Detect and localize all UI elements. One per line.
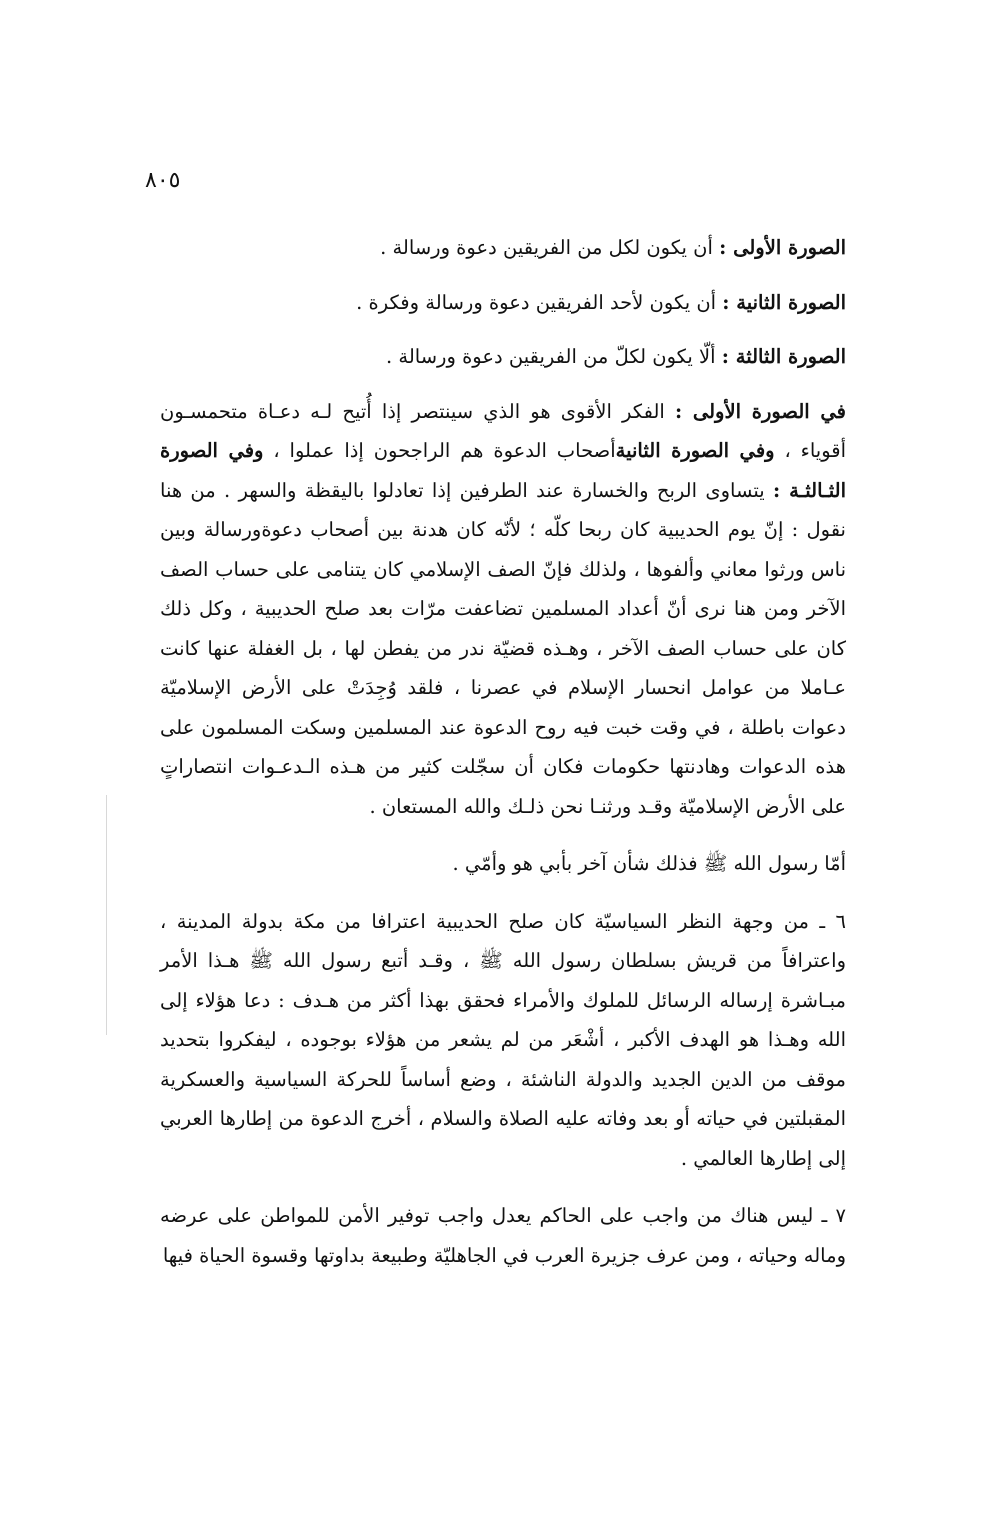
para1-text-1: الفكر الأقوى هو الذي سينتصر إذا أُتيح لـه دعـاة متحمسـون أقوياء ،	[160, 399, 847, 462]
case-text-1: أن يكون لكل من الفريقين دعوة ورسالة .	[380, 236, 720, 259]
case-line-3	[160, 337, 846, 377]
case-line-1	[160, 228, 846, 268]
paragraph-cases-analysis	[160, 392, 846, 827]
case-text-3: ألّا يكون لكلّ من الفريقين دعوة ورسالة .	[385, 345, 722, 368]
case-line-2	[160, 283, 846, 323]
page-content	[160, 228, 846, 1293]
case-text-2: أن يكون لأحد الفريقين دعوة ورسالة وفكرة .	[356, 290, 723, 314]
para1-lead-3: وفي الصورة الثـالثـة :	[160, 439, 846, 502]
case-label-3: الصورة الثالثة :	[721, 345, 846, 368]
scan-margin-mark	[106, 795, 107, 1035]
paragraph-point-6: ٦ ـ من وجهة النظر السياسيّة كان صلح الحديبية اعترافا من مكة بدولة المدينة ، واعترافاً من قريش بسلطان رسول الله ﷺ ، وقـد أتبع رسول الله ﷺ هـذا الأمر مبـاشرة إرساله الرسائل للملوك والأمراء فحقق بهذا أكثر من هـدف : دعا هؤلاء إلى الله وهـذا هو الهدف الأكبر ، أشْعَر من لم يشعر من هؤلاء بوجوده ، ليفكروا بتحديد موقف من الدين الجديد والدولة الناشئة ، وضع أساساً للحركة السياسية والعسكرية المقبلتين في حياته أو بعد وفاته عليه الصلاة والسلام ، أخرج الدعوة من إطارها العربي إلى إطارها العالمي .	[160, 909, 846, 1170]
para1-lead-2: وفي الصورة الثانية	[615, 439, 775, 462]
para1-lead-1: في الصورة الأولى :	[674, 399, 846, 423]
page-number: ٨٠٥	[145, 168, 181, 193]
para1-text-2: أصحاب الدعوة هم الراجحون إذا عملوا ،	[263, 439, 616, 462]
paragraph-prophet-note: أمّا رسول الله ﷺ فذلك شأن آخر بأبي هو وأمّي .	[452, 852, 846, 875]
para1-text-3: يتساوى الربح والخسارة عند الطرفين إذا تعادلوا باليقظة والسهر . من هنا نقول : إنّ يوم الحديبية كان ربحا كلّه ؛ لأنّه كان هدنة بين أصحاب دعوةورسالة وبين ناس ورثوا معاني وألفوها ، ولذلك فإنّ الصف الإسلامي كان يتنامى على حساب الصف الآخر ومن هنا نرى أنّ أعداد المسلمين تضاعفت مرّات بعد صلح الحديبية ، وكل ذلك كان على حساب الصف الآخر ، وهـذه قضيّة ندر من يفطن لها ، بل الغفلة عنها كانت عـاملا من عوامل انحسار الإسلام في عصرنا ، فلقد وُجِدَتْ على الأرض الإسلاميّة دعوات باطلة ، في وقت خبت فيه روح الدعوة عند المسلمين وسكت المسلمون على هذه الدعوات وهادنتها حكومات فكان أن سجّلت كثير من هـذه الـدعـوات انتصاراتٍ على الأرض الإسلاميّة وقـد ورثنـا نحن ذلـك والله المستعان .	[160, 478, 846, 818]
case-label-1: الصورة الأولى :	[719, 236, 846, 259]
paragraph-point-7: ٧ ـ ليس هناك من واجب على الحاكم يعدل واجب توفير الأمن للمواطن على عرضه وماله وحياته ، ومن عرف جزيرة العرب في الجاهليّة وطبيعة بداوتها وقسوة الحياة فيها	[160, 1204, 846, 1267]
case-label-2: الصورة الثانية :	[722, 290, 846, 314]
